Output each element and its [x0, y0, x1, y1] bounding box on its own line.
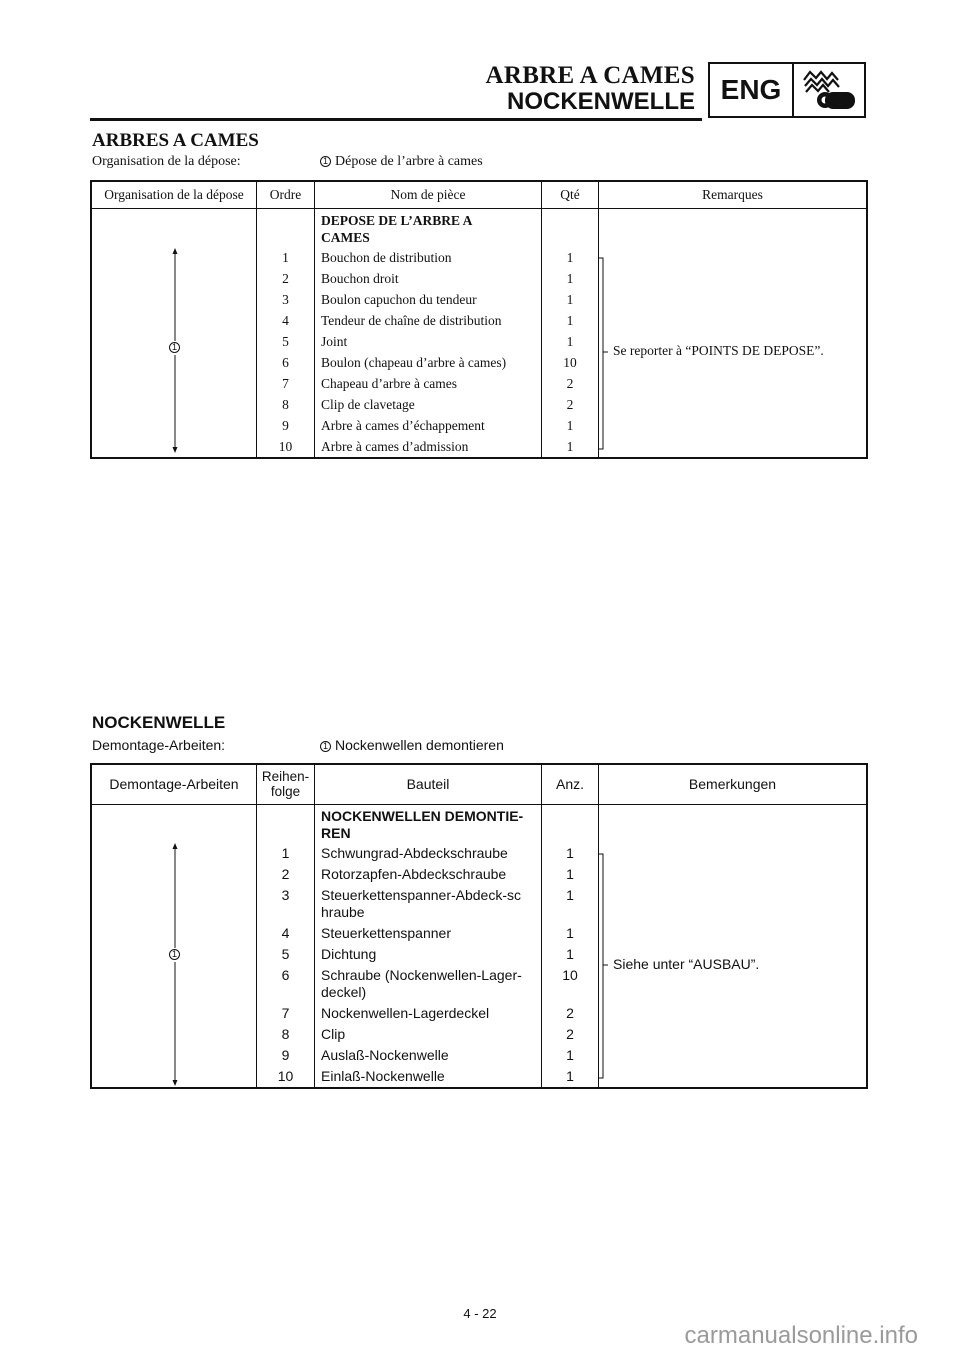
part-name-cell: Nockenwellen-Lagerdeckel [321, 1004, 490, 1021]
part-name-cell: Steuerkettenspanner [321, 924, 451, 941]
subtitle-label-fr: Organisation de la dépose: [92, 154, 241, 169]
order-cell: 9 [281, 1046, 290, 1063]
quantity-cell: 1 [566, 865, 574, 882]
parts-table-de [90, 763, 868, 1089]
quantity-cell: 1 [566, 312, 574, 328]
subtitle-label-de: Demontage-Arbeiten: [92, 737, 226, 753]
order-cell: 8 [282, 396, 289, 412]
header-rule [90, 118, 702, 121]
section-badge [708, 62, 866, 118]
column-header: Ordre [257, 181, 315, 208]
column-header: Remarques [599, 181, 868, 208]
quantity-cell: 1 [566, 249, 574, 265]
quantity-cell: 1 [566, 333, 574, 349]
part-name-cell: Einlaß-Nockenwelle [321, 1067, 445, 1084]
part-name-cell: Dichtung [321, 945, 377, 962]
header-title-de: NOCKENWELLE [507, 88, 695, 115]
group-title: DEPOSE DE L’ARBRE A CAMES [321, 212, 472, 245]
part-name-cell: Arbre à cames d’admission [321, 438, 469, 454]
order-cell: 7 [282, 375, 289, 391]
quantity-cell: 1 [566, 886, 574, 903]
order-cell: 3 [282, 291, 289, 307]
step-column [91, 208, 257, 458]
group-title: NOCKENWELLEN DEMONTIE-REN [321, 807, 524, 841]
quantity-cell: 2 [566, 1004, 574, 1021]
part-name-cell: Joint [321, 333, 348, 349]
order-cell: 8 [281, 1025, 290, 1042]
order-cell: 4 [281, 924, 290, 941]
part-name-cell: Rotorzapfen-Abdeckschraube [321, 865, 507, 882]
order-cell: 7 [281, 1004, 290, 1021]
quantity-cell: 1 [566, 1046, 574, 1063]
part-name-cell: Bouchon de distribution [321, 249, 452, 265]
order-cell: 5 [282, 333, 289, 349]
remarks-column [599, 804, 868, 1088]
step-number-badge: 1 [320, 741, 331, 752]
part-name-cell: Chapeau d’arbre à cames [321, 375, 458, 391]
step-number-badge: 1 [169, 342, 180, 353]
quantity-column [542, 208, 599, 458]
quantity-column [542, 804, 599, 1088]
remarks-column [599, 208, 868, 458]
order-cell: 2 [281, 865, 290, 882]
part-name-cell: Tendeur de chaîne de distribution [321, 312, 502, 328]
order-cell: 3 [281, 886, 290, 903]
table-body-row [91, 208, 867, 458]
order-column [257, 804, 315, 1088]
quantity-cell: 1 [566, 438, 574, 454]
column-header [257, 764, 315, 804]
table-body-row [91, 804, 867, 1088]
order-cell: 2 [282, 270, 289, 286]
order-cell: 1 [281, 844, 290, 861]
column-header: Organisation de la dépose [91, 181, 257, 208]
quantity-cell: 1 [566, 270, 574, 286]
quantity-cell: 1 [566, 924, 574, 941]
part-name-cell: Auslaß-Nockenwelle [321, 1046, 449, 1063]
quantity-cell: 1 [566, 1067, 574, 1084]
step-number-badge: 1 [169, 949, 180, 960]
quantity-cell: 1 [566, 945, 574, 962]
page-number: 4 - 22 [463, 1306, 497, 1321]
quantity-cell: 1 [566, 844, 574, 861]
part-name-cell: Schwungrad-Abdeckschraube [321, 844, 508, 861]
section-title-fr: ARBRES A CAMES [92, 130, 259, 151]
part-name-cell: Boulon (chapeau d’arbre à cames) [321, 354, 507, 370]
order-cell: 6 [281, 966, 290, 983]
step-column [91, 804, 257, 1088]
part-name-cell: Clip [321, 1025, 346, 1042]
subtitle-fr [92, 154, 483, 170]
watermark: carmanualsonline.info [684, 1322, 918, 1349]
order-cell: 10 [278, 438, 293, 454]
quantity-cell: 1 [566, 291, 574, 307]
part-name-column [315, 804, 542, 1088]
section-badge-label: ENG [710, 64, 794, 116]
quantity-cell: 10 [562, 966, 578, 983]
part-name-cell: Boulon capuchon du tendeur [321, 291, 477, 307]
column-header: Qté [542, 181, 599, 208]
quantity-cell: 10 [563, 354, 577, 370]
step-range-arrow [92, 209, 256, 457]
remark-text: Se reporter à “POINTS DE DEPOSE”. [613, 342, 824, 358]
order-cell: 1 [282, 249, 289, 265]
order-cell: 10 [277, 1067, 294, 1084]
column-header-label: Reihen-folge [261, 769, 310, 800]
column-header: Nom de pièce [315, 181, 542, 208]
remark-text: Siehe unter “AUSBAU”. [613, 955, 760, 972]
subtitle-step-de: Nockenwellen demontieren [335, 737, 504, 753]
order-cell: 9 [282, 417, 289, 433]
column-header: Bauteil [315, 764, 542, 804]
part-name-cell: Steuerkettenspanner-Abdeck-schraube [321, 886, 521, 920]
order-column [257, 208, 315, 458]
table-header-row [91, 764, 867, 804]
column-header: Anz. [542, 764, 599, 804]
remark-bracket [599, 805, 619, 1087]
remark-bracket [599, 209, 619, 457]
part-name-column [315, 208, 542, 458]
quantity-cell: 1 [566, 417, 574, 433]
order-cell: 4 [282, 312, 289, 328]
order-cell: 6 [282, 354, 289, 370]
order-cell: 5 [281, 945, 290, 962]
engine-camshaft-icon [794, 64, 864, 116]
part-name-cell: Arbre à cames d’échappement [321, 417, 485, 433]
part-name-cell: Bouchon droit [321, 270, 399, 286]
quantity-cell: 2 [566, 396, 574, 412]
step-number-badge: 1 [320, 156, 331, 167]
part-name-cell: Clip de clavetage [321, 396, 415, 412]
table-header-row [91, 181, 867, 208]
section-title-de: NOCKENWELLE [92, 713, 226, 732]
step-range-arrow [92, 805, 256, 1087]
part-name-cell: Schraube (Nockenwellen-Lager-deckel) [321, 966, 522, 1000]
subtitle-de [92, 737, 504, 753]
column-header: Bemerkungen [599, 764, 868, 804]
quantity-cell: 2 [566, 1025, 574, 1042]
column-header: Demontage-Arbeiten [91, 764, 257, 804]
parts-table-fr [90, 180, 868, 459]
header-title-fr: ARBRE A CAMES [485, 62, 695, 89]
quantity-cell: 2 [566, 375, 574, 391]
subtitle-step-fr: Dépose de l’arbre à cames [335, 154, 483, 169]
